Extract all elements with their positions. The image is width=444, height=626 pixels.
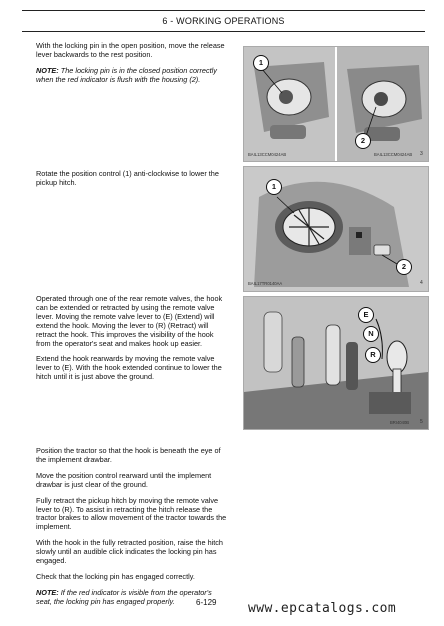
figure-callout: N <box>363 326 379 342</box>
paragraph: With the locking pin in the open position, move the release lever backwards to the rest position. <box>36 41 225 59</box>
note-label: NOTE: <box>36 65 59 75</box>
paragraph: Move the position control rearward until the implement drawbar is just clear of the ground. <box>36 470 212 489</box>
paragraph: Rotate the position control (1) anti-clockwise to lower the pickup hitch. <box>36 169 219 187</box>
note <box>36 67 228 85</box>
figure-code: BAIL13CCM0424AB <box>248 152 287 157</box>
figure-callout: 1 <box>266 179 282 195</box>
figure-number: 5 <box>420 419 423 425</box>
note-label: NOTE: <box>36 587 59 597</box>
paragraph: Fully retract the pickup hitch by moving the remote valve lever to (R). To assist in retracting the hitch release the tractor brakes to allow movement of the tractor towards the implement. <box>36 495 227 532</box>
paragraph: Position the tractor so that the hook is beneath the eye of the implement drawbar. <box>36 446 221 464</box>
page-number: 6-129 <box>196 598 217 607</box>
figure-callout: R <box>365 347 381 363</box>
paragraph: Operated through one of the rear remote valves, the hook can be extended or retracted by using the remote valve lever. Moving the remote valve lever to (E) (Extend) will extend the hook. Moving the lever to (R) (Retract) will retract the hook. This improves the visibility of the hook from the operator's seat and makes hook up easier. <box>36 294 223 348</box>
figure-code: BRI4040B <box>390 420 410 425</box>
section-hook-up <box>36 447 228 614</box>
figure-callout: E <box>358 307 374 323</box>
figure-position-control <box>243 166 429 292</box>
note-text: If the red indicator is visible from the operator's seat, the locking pin has engaged properly. <box>36 587 212 606</box>
figure-number: 3 <box>420 151 423 157</box>
figure-callout: 1 <box>253 55 269 71</box>
figure-callout: 2 <box>355 133 371 149</box>
figure-callout: 2 <box>396 259 412 275</box>
watermark: www.epcatalogs.com <box>248 601 397 616</box>
note-text: The locking pin is in the closed position correctly when the red indicator is flush with the housing (2). <box>36 65 217 84</box>
figure-remote-valve-lever <box>243 296 429 430</box>
paragraph: Extend the hook rearwards by moving the remote valve lever to (E). With the hook extended continue to lower the hitch until it is just above the ground. <box>36 354 222 382</box>
figure-locking-pin <box>243 46 429 162</box>
remote-valve-illustration <box>244 297 428 429</box>
section-remote-valve <box>36 295 228 389</box>
figure-number: 4 <box>420 280 423 286</box>
section-position-control <box>36 170 228 195</box>
page-header-title: 6 - WORKING OPERATIONS <box>162 16 285 26</box>
figure-code: BAIL13CCM0424AB <box>374 152 413 157</box>
paragraph: Check that the locking pin has engaged correctly. <box>36 571 195 581</box>
page-header <box>22 10 425 32</box>
figure-code: BAIL17TR0140AA <box>248 281 283 286</box>
section-locking-pin <box>36 42 228 92</box>
paragraph: With the hook in the fully retracted position, raise the hitch slowly until an audible click indicates the locking pin has engaged. <box>36 538 223 566</box>
locking-pin-illustration <box>244 47 428 161</box>
